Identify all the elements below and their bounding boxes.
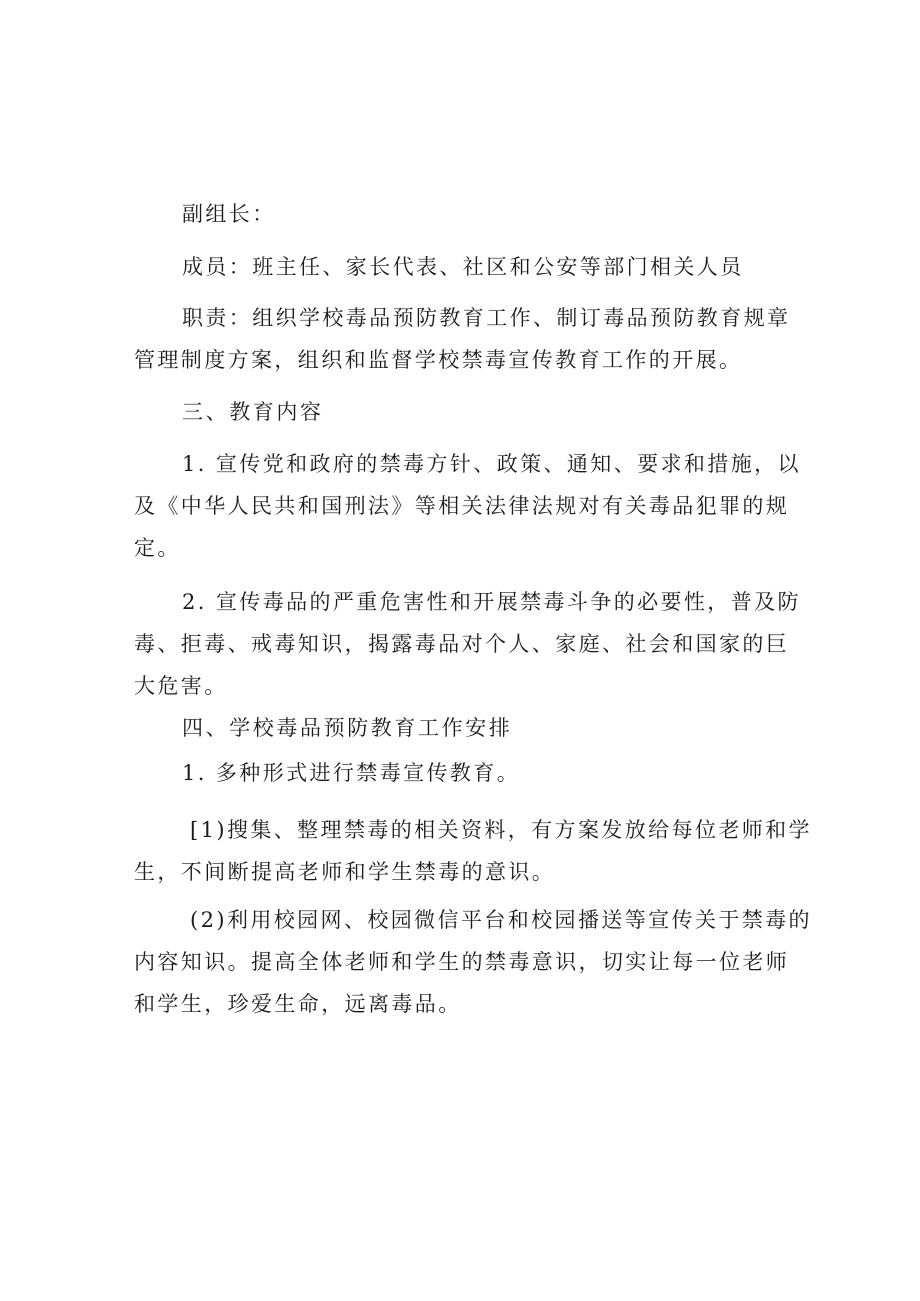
item-1-line-1: 1. 宣传党和政府的禁毒方针、政策、通知、要求和措施，以: [182, 452, 801, 476]
duties-line-2: 管理制度方案，组织和监督学校禁毒宣传教育工作的开展。: [134, 348, 743, 372]
sub-item-1-point-1-line-1: [1)搜集、整理禁毒的相关资料，有方案发放给每位老师和学: [190, 818, 812, 842]
item-2-line-2: 毒、拒毒、戒毒知识，揭露毒品对个人、家庭、社会和国家的巨: [134, 632, 790, 656]
sub-item-1-point-1-line-2: 生，不间断提高老师和学生禁毒的意识。: [134, 860, 556, 884]
section-heading-arrangement: 四、学校毒品预防教育工作安排: [182, 716, 513, 740]
sub-item-1-point-2-line-3: 和学生，珍爱生命，远离毒品。: [134, 992, 462, 1016]
item-2-line-3: 大危害。: [134, 674, 228, 698]
sub-item-1-point-2-line-1: (2)利用校园网、校园微信平台和校园播送等宣传关于禁毒的: [190, 908, 812, 932]
item-2-line-1: 2. 宣传毒品的严重危害性和开展禁毒斗争的必要性，普及防: [182, 590, 801, 614]
vice-leader-line: 副组长：: [182, 202, 276, 226]
section-heading-education-content: 三、教育内容: [182, 400, 324, 424]
members-line: 成员：班主任、家长代表、社区和公安等部门相关人员: [182, 255, 744, 279]
item-1-line-3: 定。: [134, 536, 181, 560]
duties-line-1: 职责：组织学校毒品预防教育工作、制订毒品预防教育规章: [182, 306, 791, 330]
item-1-line-2: 及《中华人民共和国刑法》等相关法律法规对有关毒品犯罪的规: [134, 494, 790, 518]
sub-item-1-title: 1. 多种形式进行禁毒宣传教育。: [182, 761, 521, 785]
sub-item-1-point-2-line-2: 内容知识。提高全体老师和学生的禁毒意识，切实让每一位老师: [134, 950, 790, 974]
